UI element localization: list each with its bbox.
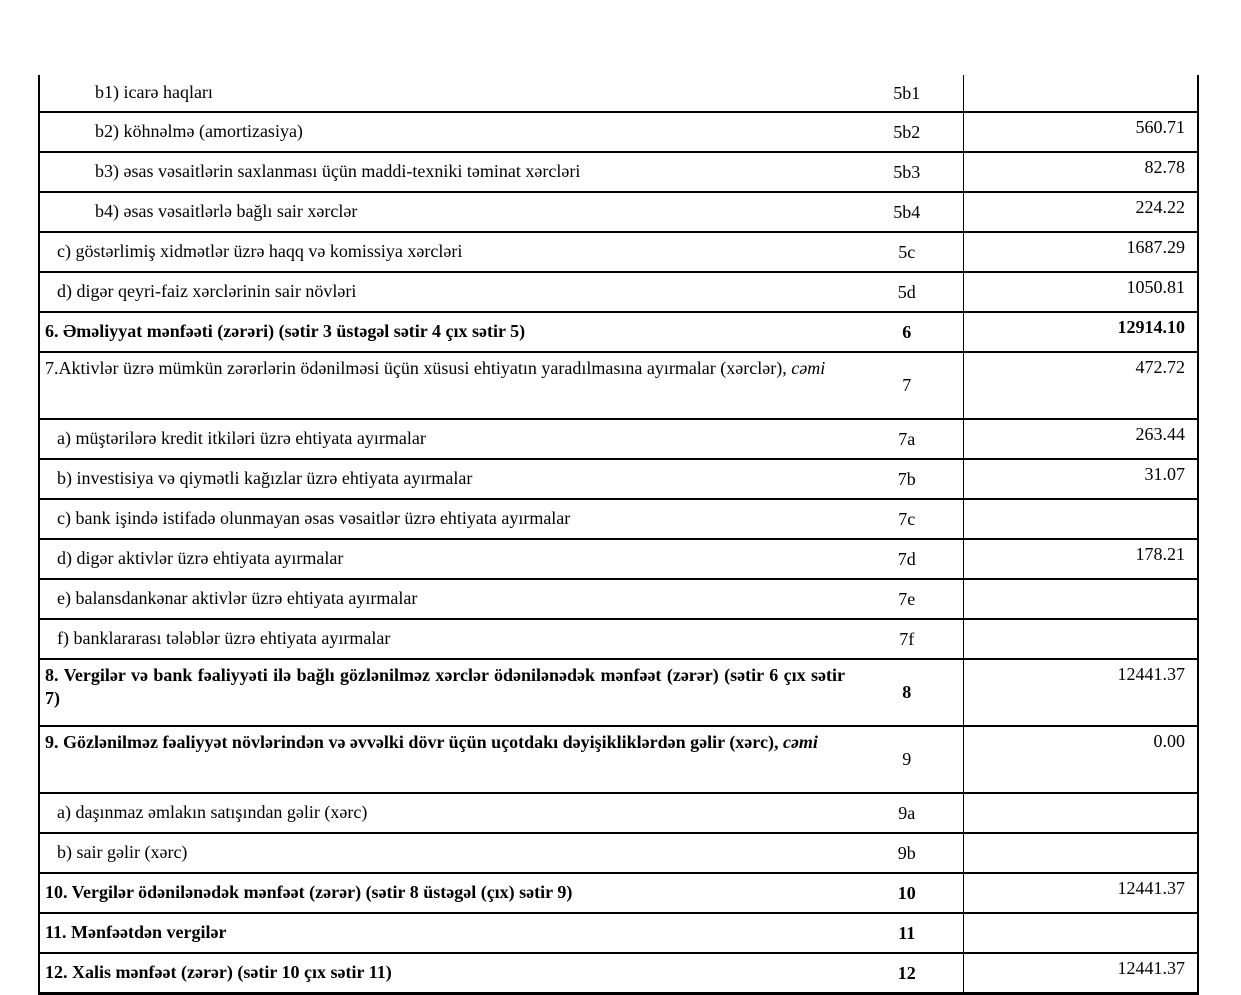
- row-label: e) balansdankənar aktivlər üzrə ehtiyata ayırmalar: [39, 579, 851, 619]
- row-label: a) müştərilərə kredit itkiləri üzrə ehtiyata ayırmalar: [39, 419, 851, 459]
- row-value: [963, 75, 1198, 112]
- table-row: [39, 579, 1198, 619]
- row-code: 5b3: [851, 152, 963, 192]
- row-label: b) investisiya və qiymətli kağızlar üzrə ehtiyata ayırmalar: [39, 459, 851, 499]
- row-code: 7f: [851, 619, 963, 659]
- table-row: [39, 619, 1198, 659]
- row-label: c) göstərlimiş xidmətlər üzrə haqq və komissiya xərcləri: [39, 232, 851, 272]
- row-label: d) digər aktivlər üzrə ehtiyata ayırmalar: [39, 539, 851, 579]
- row-code: 7e: [851, 579, 963, 619]
- row-code: 10: [851, 873, 963, 913]
- table-row: [39, 539, 1198, 579]
- row-value: 1050.81: [963, 272, 1198, 312]
- row-label: 10. Vergilər ödənilənədək mənfəət (zərər) (sətir 8 üstəgəl (çıx) sətir 9): [39, 873, 851, 913]
- row-value: 82.78: [963, 152, 1198, 192]
- row-code: 7: [851, 352, 963, 419]
- row-label: b4) əsas vəsaitlərlə bağlı sair xərclər: [39, 192, 851, 232]
- row-value: 224.22: [963, 192, 1198, 232]
- row-label: c) bank işində istifadə olunmayan əsas vəsaitlər üzrə ehtiyata ayırmalar: [39, 499, 851, 539]
- row-value: [963, 619, 1198, 659]
- table-row: [39, 232, 1198, 272]
- row-value: [963, 793, 1198, 833]
- row-label: f) banklararası tələblər üzrə ehtiyata ayırmalar: [39, 619, 851, 659]
- table-row: [39, 312, 1198, 352]
- row-code: 5b1: [893, 82, 921, 103]
- row-code: 7c: [851, 499, 963, 539]
- row-value: [963, 499, 1198, 539]
- row-value: 0.00: [963, 726, 1198, 793]
- row-label: 8. Vergilər və bank fəaliyyəti ilə bağlı gözlənilməz xərclər ödənilənədək mənfəət (zərər) (sətir 6 çıx sətir 7): [39, 659, 851, 726]
- row-code: 9b: [851, 833, 963, 873]
- table-row: [39, 459, 1198, 499]
- row-label: b3) əsas vəsaitlərin saxlanması üçün maddi-texniki təminat xərcləri: [39, 152, 851, 192]
- row-value: 560.71: [963, 112, 1198, 152]
- row-value: 12441.37: [963, 659, 1198, 726]
- row-value: [963, 579, 1198, 619]
- row-label: 11. Mənfəətdən vergilər: [39, 913, 851, 953]
- row-value: [963, 833, 1198, 873]
- row-code: 11: [851, 913, 963, 953]
- row-value: 472.72: [963, 352, 1198, 419]
- row-label: b2) köhnəlmə (amortizasiya): [39, 112, 851, 152]
- table-row: [39, 192, 1198, 232]
- table-row: [39, 152, 1198, 192]
- row-label: 9. Gözlənilməz fəaliyyət növlərindən və əvvəlki dövr üçün uçotdakı dəyişikliklərdən gəlir (xərc), cəmi: [39, 726, 851, 793]
- row-value: 263.44: [963, 419, 1198, 459]
- table-row: [39, 726, 1198, 793]
- row-code: 5b4: [851, 192, 963, 232]
- row-code: 5c: [851, 232, 963, 272]
- row-label: b1) icarə haqları: [95, 82, 213, 103]
- row-code: 9a: [851, 793, 963, 833]
- table-row: [39, 112, 1198, 152]
- row-label: b) sair gəlir (xərc): [39, 833, 851, 873]
- table-row: [39, 833, 1198, 873]
- row-code: 8: [851, 659, 963, 726]
- table-row: [39, 793, 1198, 833]
- row-value: 178.21: [963, 539, 1198, 579]
- table-row: [39, 352, 1198, 419]
- table-row: [39, 499, 1198, 539]
- row-code: 7b: [851, 459, 963, 499]
- row-code: 9: [851, 726, 963, 793]
- table-row: [39, 75, 1198, 112]
- table-row: [39, 873, 1198, 913]
- table-row: [39, 659, 1198, 726]
- row-code: 12: [851, 953, 963, 994]
- table-row: [39, 953, 1198, 994]
- row-label: a) daşınmaz əmlakın satışından gəlir (xərc): [39, 793, 851, 833]
- row-label: d) digər qeyri-faiz xərclərinin sair növləri: [39, 272, 851, 312]
- row-code: 7d: [851, 539, 963, 579]
- row-value: 12441.37: [963, 953, 1198, 994]
- row-label-italic-suffix: cəmi: [791, 358, 826, 378]
- row-code: 5d: [851, 272, 963, 312]
- row-code: 6: [851, 312, 963, 352]
- row-code: 5b2: [851, 112, 963, 152]
- row-value: 12914.10: [963, 312, 1198, 352]
- table-row: [39, 419, 1198, 459]
- profit-loss-statement-table: [38, 75, 1199, 995]
- table-row: [39, 913, 1198, 953]
- row-label: 12. Xalis mənfəət (zərər) (sətir 10 çıx sətir 11): [39, 953, 851, 994]
- row-code: 7a: [851, 419, 963, 459]
- row-value: 1687.29: [963, 232, 1198, 272]
- row-label: 7.Aktivlər üzrə mümkün zərərlərin ödənilməsi üçün xüsusi ehtiyatın yaradılmasına ayırmalar (xərclər), cəmi: [39, 352, 851, 419]
- row-label-italic-suffix: cəmi: [782, 732, 818, 752]
- row-value: [963, 913, 1198, 953]
- row-label: 6. Əməliyyat mənfəəti (zərəri) (sətir 3 üstəgəl sətir 4 çıx sətir 5): [39, 312, 851, 352]
- table-row: [39, 272, 1198, 312]
- row-value: 31.07: [963, 459, 1198, 499]
- row-value: 12441.37: [963, 873, 1198, 913]
